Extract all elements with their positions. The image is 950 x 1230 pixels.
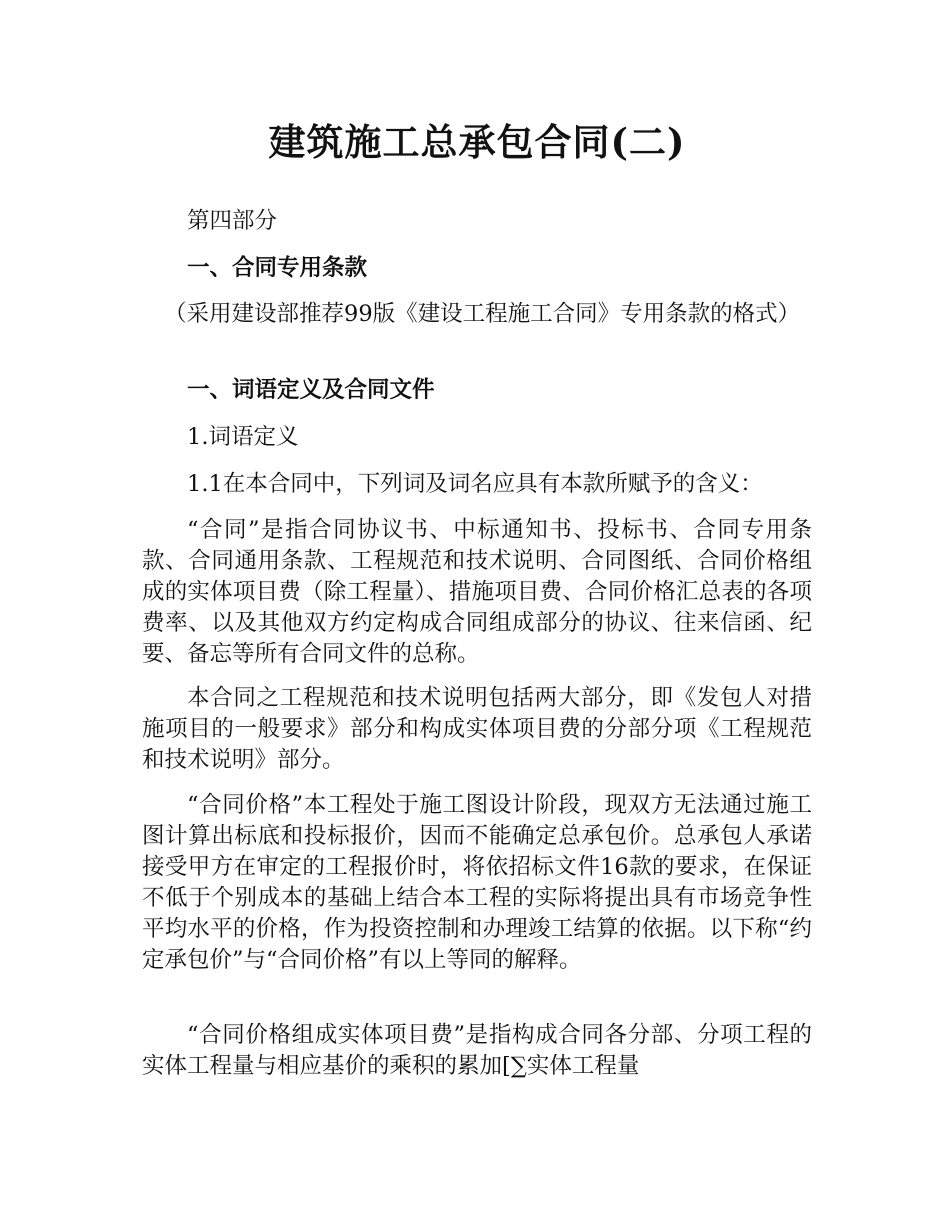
section-1-1-text: 1.1在本合同中，下列词及词名应具有本款所赋予的含义： [187, 471, 763, 497]
document-title: 建筑施工总承包合同(二) [268, 120, 686, 164]
spec-definition-paragraph: 本合同之工程规范和技术说明包括两大部分，即《发包人对措施项目的一般要求》部分和构成实体项目费的分部分项《工程规范和技术说明》部分。 [142, 685, 812, 773]
contract-definition-paragraph: “合同”是指合同协议书、中标通知书、投标书、合同专用条款、合同通用条款、工程规范和技术说明、合同图纸、合同价格组成的实体项目费（除工程量）、措施项目费、合同价格汇总表的各项费率、以及其他双方约定构成合同组成部分的协议、往来信函、纪要、备忘等所有合同文件的总称。 [142, 517, 812, 667]
heading-special-terms: 一、合同专用条款 [187, 255, 368, 281]
format-note: （采用建设部推荐99版《建设工程施工合同》专用条款的格式） [164, 301, 801, 327]
heading-definitions: 一、词语定义及合同文件 [187, 377, 435, 403]
price-definition-paragraph: “合同价格”本工程处于施工图设计阶段，现双方无法通过施工图计算出标底和投标报价，因而不能确定总承包价。总承包人承诺接受甲方在审定的工程报价时，将依招标文件16款的要求，在保证不低于个别成本的基础上结合本工程的实际将提出具有市场竞争性平均水平的价格，作为投资控制和办理竣工结算的依据。以下称“约定承包价”与“合同价格”有以上等同的解释。 [142, 792, 812, 973]
entity-cost-definition-paragraph: “合同价格组成实体项目费”是指构成合同各分部、分项工程的实体工程量与相应基价的乘积的累加[∑实体工程量 [142, 1022, 812, 1079]
section-1-title: 1.词语定义 [187, 424, 299, 450]
part-label: 第四部分 [187, 208, 278, 234]
